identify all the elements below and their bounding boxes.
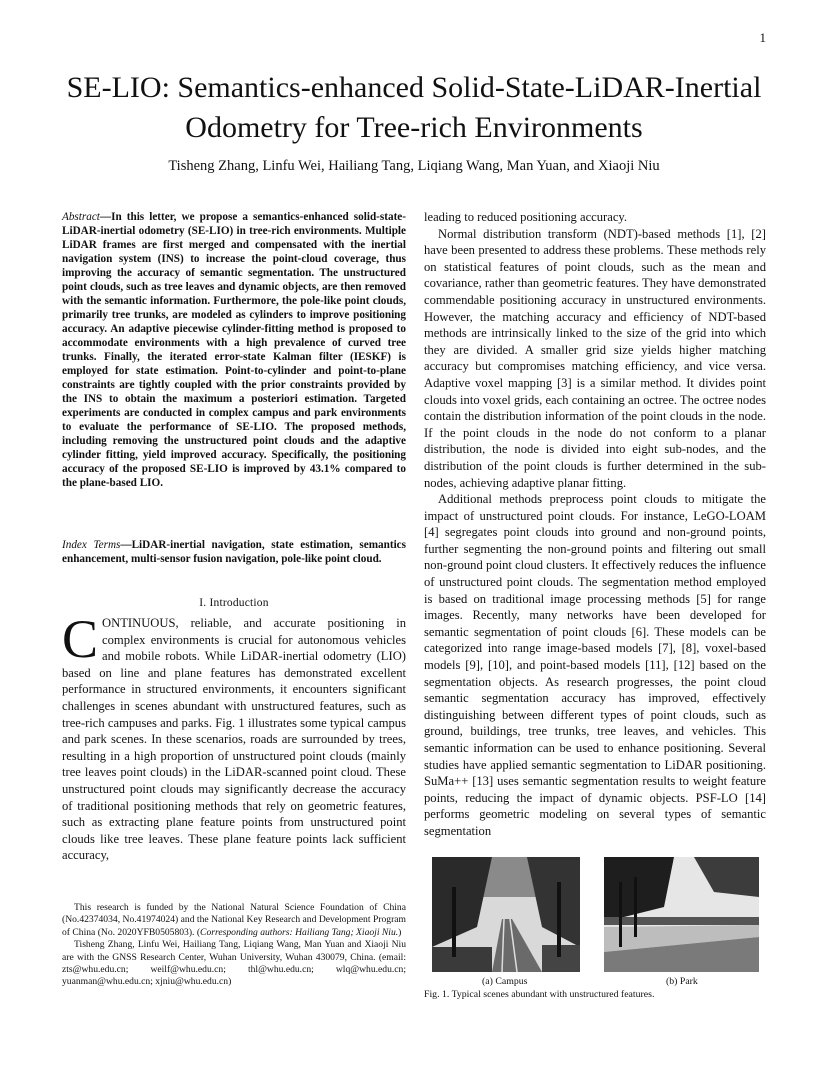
introduction-text: ONTINUOUS, reliable, and accurate positioning in complex environments is crucial for autonomous vehicles and mobile robots. While LiDAR-inertial odometry (LIO) based on line and plane features has demonstrated excellent performance in structured environments, it encounters significant challenges in scenes abundant with unstructured features, such as tree-rich campuses and parks. Fig. 1 illustrates some typical campus and park scenes. In these scenarios, roads are surrounded by trees, resulting in a high proportion of unstructured point clouds (mainly tree leaves point clouds) in the LiDAR-scanned point cloud. These unstructured point clouds may significantly decrease the accuracy of traditional positioning methods that rely on geometric features, such as extracting plane feature points from unstructured point clouds like tree leaves. These plane feature points lack sufficient accuracy, (62, 616, 406, 863)
paragraph: Normal distribution transform (NDT)-based methods [1], [2] have been presented to address these problems. These methods rely on statistical features of point clouds, such as the mean and covariance, rather than geometric features. They have demonstrated commendable positioning accuracy in unstructured environments. However, the matching accuracy and efficiency of NDT-based methods are intrinsically linked to the size of the grid into which they are divided. A smaller grid size yields higher matching accuracy but compromises matching efficiency, and vice versa. Adaptive voxel mapping [3] is a similar method. It divides point clouds into voxel grids, each containing an octree. The octree nodes contain the distribution information of the point clouds in the node. If the point clouds in the node do not conform to a planar distribution, the node is divided into eight sub-nodes, and the distribution of the point clouds is further determined in the sub-nodes, achieving adaptive planar fitting. (424, 226, 766, 490)
paragraph: leading to reduced positioning accuracy. (424, 210, 628, 224)
author-list: Tisheng Zhang, Linfu Wei, Hailiang Tang, Liqiang Wang, Man Yuan, and Xiaoji Niu (168, 158, 660, 174)
funding-text: This research is funded by the National Natural Science Foundation of China (No.42374034, No.41974024) and the National Key Research and Development Program of China (No. 2020YFB0505803). ( (62, 902, 406, 938)
index-terms-text: —LiDAR-inertial navigation, state estimation, semantics enhancement, multi-sensor fusion navigation, pole-like point cloud. (62, 539, 406, 565)
abstract-text: —In this letter, we propose a semantics-enhanced solid-state-LiDAR-inertial odometry (SE-LIO) in tree-rich environments. Multiple LiDAR frames are first merged and compensated with the inertial navigation system (INS) to increase the point-cloud coverage, thus improving the accuracy of semantic segmentation. The unstructured point clouds, such as tree leaves and dynamic objects, are then removed with the semantic information. Furthermore, the pole-like point clouds, primarily tree trunks, are modeled as cylinders to improve positioning accuracy. An adaptive piecewise cylinder-fitting method is proposed to accommodate environments with a high prevalence of curved tree trunks. Finally, the iterated error-state Kalman filter (IESKF) is employed for state estimation. Point-to-cylinder and point-to-plane constraints are tightly coupled with the prior constraints provided by the INS to obtain the maximum a posteriori estimation. Targeted experiments are conducted in complex campus and park environments to evaluate the performance of SE-LIO. The proposed methods, including removing the unstructured point clouds and the adaptive cylinder fitting, yield improved accuracy. Specifically, the positioning accuracy of the proposed SE-LIO is improved by 43.1% compared to the plane-based LIO. (62, 211, 406, 489)
section-heading: I. Introduction (199, 597, 269, 609)
footnote (62, 902, 406, 989)
funding-close: ) (398, 926, 402, 938)
abstract (62, 210, 406, 490)
index-terms (62, 538, 406, 566)
page-number: 1 (759, 30, 766, 45)
index-terms-label: Index Terms (62, 539, 121, 551)
figure-caption: Fig. 1. Typical scenes abundant with unstructured features. (424, 989, 655, 1000)
abstract-label: Abstract (62, 211, 100, 223)
drop-cap: C (62, 609, 99, 669)
paragraph: Additional methods preprocess point clouds to mitigate the impact of unstructured point clouds. For instance, LeGO-LOAM [4] segregates point clouds into ground and non-ground points, further segmenting the non-ground points and filtering out small non-ground point cloud clusters. It effectively reduces the influence of unstructured point clouds. The segmentation method employed is based on traditional image processing methods [5] for range images. Recently, many networks have been developed for semantic segmentation of point clouds [6]. These models can be categorized into range image-based models [7], [8], voxel-based models [9], [10], and point-based models [11], [12] based on the segmentation objects. As research progresses, the point cloud semantic segmentation accuracy has improved, effectively distinguishing between different types of point clouds, such as ground, buildings, tree trunks, tree leaves, and vehicles. This semantic information can be used to enhance positioning. Several studies have applied semantic segmentation to LiDAR positioning. SuMa++ [13] uses semantic segmentation results to weight feature points, reducing the impact of dynamic objects. PSF-LO [14] performs geometric modeling on several types of semantic segmentation (424, 492, 766, 838)
right-column-text (424, 209, 766, 840)
subcaption-a: (a) Campus (482, 976, 528, 987)
campus-photo (432, 857, 580, 972)
subcaption-b: (b) Park (666, 976, 698, 987)
corresponding-authors: Corresponding authors: Hailiang Tang; Xiaoji Niu. (200, 926, 399, 938)
park-photo (604, 857, 759, 972)
funding-note (62, 902, 406, 939)
affiliation-note: Tisheng Zhang, Linfu Wei, Hailiang Tang, Liqiang Wang, Man Yuan and Xiaoji Niu are with the GNSS Research Center, Wuhan University, Wuhan 430079, China. (email: zts@whu.edu.cn; weilf@whu.edu.cn; thl@whu.edu.cn; wlq@whu.edu.cn; yuanman@whu.edu.cn; xjniu@whu.edu.cn) (62, 939, 406, 988)
introduction-paragraph (62, 609, 406, 864)
paper-title: SE-LIO: Semantics-enhanced Solid-State-LiDAR-Inertial Odometry for Tree-rich Environments (66, 71, 762, 144)
